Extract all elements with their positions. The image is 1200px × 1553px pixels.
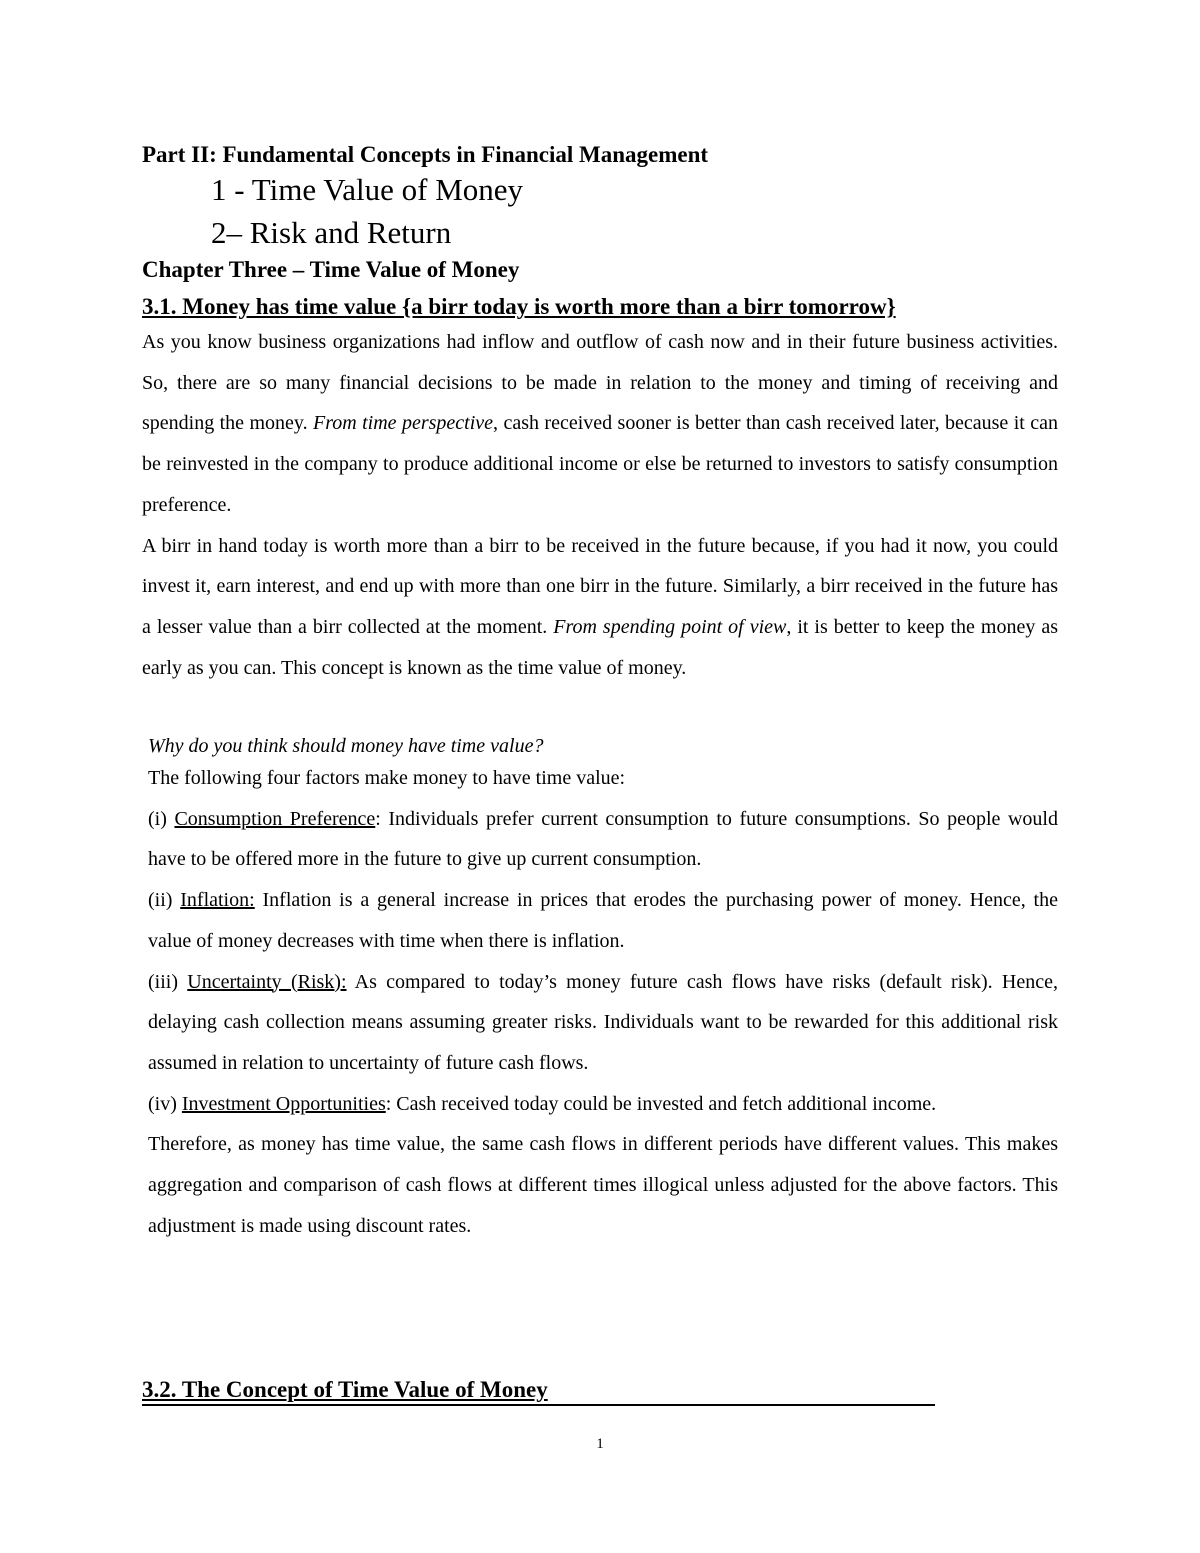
factors-intro: The following four factors make money to have time value: xyxy=(148,767,626,789)
factor-label: Consumption Preference xyxy=(174,807,376,830)
factor-item xyxy=(148,799,1058,880)
factor-item xyxy=(148,880,1058,961)
conclusion-paragraph: Therefore, as money has time value, the same cash flows in different periods have different values. This makes aggregation and comparison of cash flows at different times illogical unless adjusted for the above factors. This adjustment is made using discount rates. xyxy=(148,1133,1058,1237)
factor-item xyxy=(148,1084,1058,1125)
toc-item-risk-return: 2– Risk and Return xyxy=(211,215,452,250)
factor-number: (iv) xyxy=(148,1092,182,1115)
paragraph-2-text-a: A birr in hand today is worth more than a birr to be received in the future because, if you had it now, you could invest it, earn interest, and end up with more than one birr in the future. Similarly, a birr received in the future has a lesser value than a birr collected at the moment. xyxy=(142,534,1058,638)
paragraph-2-italic: From spending point of view xyxy=(553,615,787,638)
factor-text: : Individuals prefer current consumption to future consumptions. So people would have to be offered more in the future to give up current consumption. xyxy=(148,807,1058,871)
paragraph-2-text-b: , it is better to keep the money as early as you can. This concept is known as the time value of money. xyxy=(142,615,1058,679)
chapter-title: Chapter Three – Time Value of Money xyxy=(142,257,520,282)
factors-body xyxy=(148,758,1058,1246)
factor-number: (i) xyxy=(148,807,175,830)
factor-number: (ii) xyxy=(148,889,181,912)
section-3-1-heading: 3.1. Money has time value {a birr today is worth more than a birr tomorrow} xyxy=(142,294,896,319)
question-text: Why do you think should money have time value? xyxy=(148,735,544,757)
section-3-1-body xyxy=(142,322,1058,688)
factor-label: Uncertainty (Risk): xyxy=(187,970,347,993)
factor-text: : Cash received today could be invested and fetch additional income. xyxy=(385,1092,937,1115)
part-title: Part II: Fundamental Concepts in Financial Management xyxy=(142,142,709,167)
section-3-2-heading xyxy=(142,1377,548,1403)
paragraph-1-italic: From time perspective xyxy=(313,412,494,435)
paragraph-1 xyxy=(142,322,1058,526)
section-3-2-heading-text: 3.2. The Concept of Time Value of Money xyxy=(142,1377,548,1402)
factor-label: Investment Opportunities xyxy=(181,1092,386,1115)
factor-item xyxy=(148,962,1058,1084)
toc-item-time-value: 1 - Time Value of Money xyxy=(211,172,524,207)
factor-text: Inflation is a general increase in prices that erodes the purchasing power of money. Hence, the value of money decreases with time when there is inflation. xyxy=(148,889,1058,952)
page-number: 1 xyxy=(596,1436,604,1452)
factor-number: (iii) xyxy=(148,970,188,993)
factor-label: Inflation: xyxy=(180,889,255,912)
factor-text: As compared to today’s money future cash flows have risks (default risk). Hence, delaying cash collection means assuming greater risks. Individuals want to be rewarded for this additional risk assumed in relation to uncertainty of future cash flows. xyxy=(148,970,1058,1074)
paragraph-2 xyxy=(142,526,1058,689)
section-3-2-underline-rule xyxy=(142,1404,935,1406)
paragraph-1-text-b: , cash received sooner is better than cash received later, because it can be reinvested in the company to produce additional income or else be returned to investors to satisfy consumption preference. xyxy=(142,412,1058,516)
paragraph-1-text-a: As you know business organizations had inflow and outflow of cash now and in their future business activities. So, there are so many financial decisions to be made in relation to the money and timing of receiving and spending the money. xyxy=(142,331,1058,435)
